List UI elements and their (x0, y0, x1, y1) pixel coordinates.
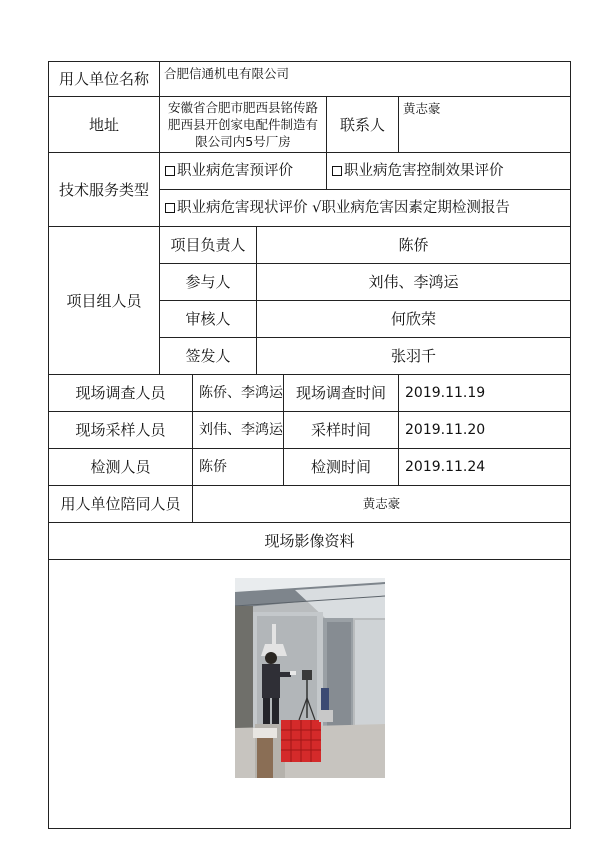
testing-people: 陈侨 (193, 449, 284, 486)
survey-people: 陈侨、李鸿运 (193, 375, 284, 412)
checkbox-icon (332, 166, 342, 176)
sampling-time-label: 采样时间 (284, 412, 399, 449)
checkbox-icon (165, 166, 175, 176)
service-options-line2: 职业病危害现状评价 √职业病危害因素定期检测报告 (160, 190, 571, 227)
checkbox-icon (165, 203, 175, 213)
row-address (49, 97, 571, 153)
companion-label: 用人单位陪同人员 (49, 486, 193, 523)
address-label: 地址 (49, 97, 160, 153)
team-role: 审核人 (160, 301, 257, 338)
row-survey (49, 375, 571, 412)
team-name: 何欣荣 (257, 301, 571, 338)
testing-label: 检测人员 (49, 449, 193, 486)
team-name: 陈侨 (257, 227, 571, 264)
contact-label: 联系人 (327, 97, 399, 153)
row-images-title (49, 523, 571, 560)
address-value: 安徽省合肥市肥西县铭传路肥西县开创家电配件制造有限公司内5号厂房 (160, 97, 327, 153)
row-sampling (49, 412, 571, 449)
check-mark-icon: √ (312, 200, 322, 216)
team-label: 项目组人员 (49, 227, 160, 375)
team-role: 参与人 (160, 264, 257, 301)
site-photo-illustration (235, 578, 385, 778)
team-row-lead (49, 227, 571, 264)
info-table (48, 61, 571, 829)
row-testing (49, 449, 571, 486)
site-photo (235, 578, 385, 778)
row-images (49, 560, 571, 829)
service-option-pre: 职业病危害预评价 (160, 153, 327, 190)
team-role: 项目负责人 (160, 227, 257, 264)
survey-time: 2019.11.19 (399, 375, 571, 412)
survey-label: 现场调查人员 (49, 375, 193, 412)
employer-name: 合肥信通机电有限公司 (160, 62, 571, 97)
team-name: 刘伟、李鸿运 (257, 264, 571, 301)
record-sheet (48, 61, 570, 829)
service-label: 技术服务类型 (49, 153, 160, 227)
testing-time: 2019.11.24 (399, 449, 571, 486)
testing-time-label: 检测时间 (284, 449, 399, 486)
team-name: 张羽千 (257, 338, 571, 375)
row-employer (49, 62, 571, 97)
team-role: 签发人 (160, 338, 257, 375)
service-option-control: 职业病危害控制效果评价 (327, 153, 571, 190)
survey-time-label: 现场调查时间 (284, 375, 399, 412)
images-label: 现场影像资料 (49, 523, 571, 560)
row-service-1 (49, 153, 571, 190)
sampling-time: 2019.11.20 (399, 412, 571, 449)
contact-value: 黄志豪 (399, 97, 571, 153)
row-companion (49, 486, 571, 523)
companion-value: 黄志豪 (193, 486, 571, 523)
sampling-people: 刘伟、李鸿运 (193, 412, 284, 449)
photo-cell (49, 560, 571, 829)
employer-label: 用人单位名称 (49, 62, 160, 97)
sampling-label: 现场采样人员 (49, 412, 193, 449)
